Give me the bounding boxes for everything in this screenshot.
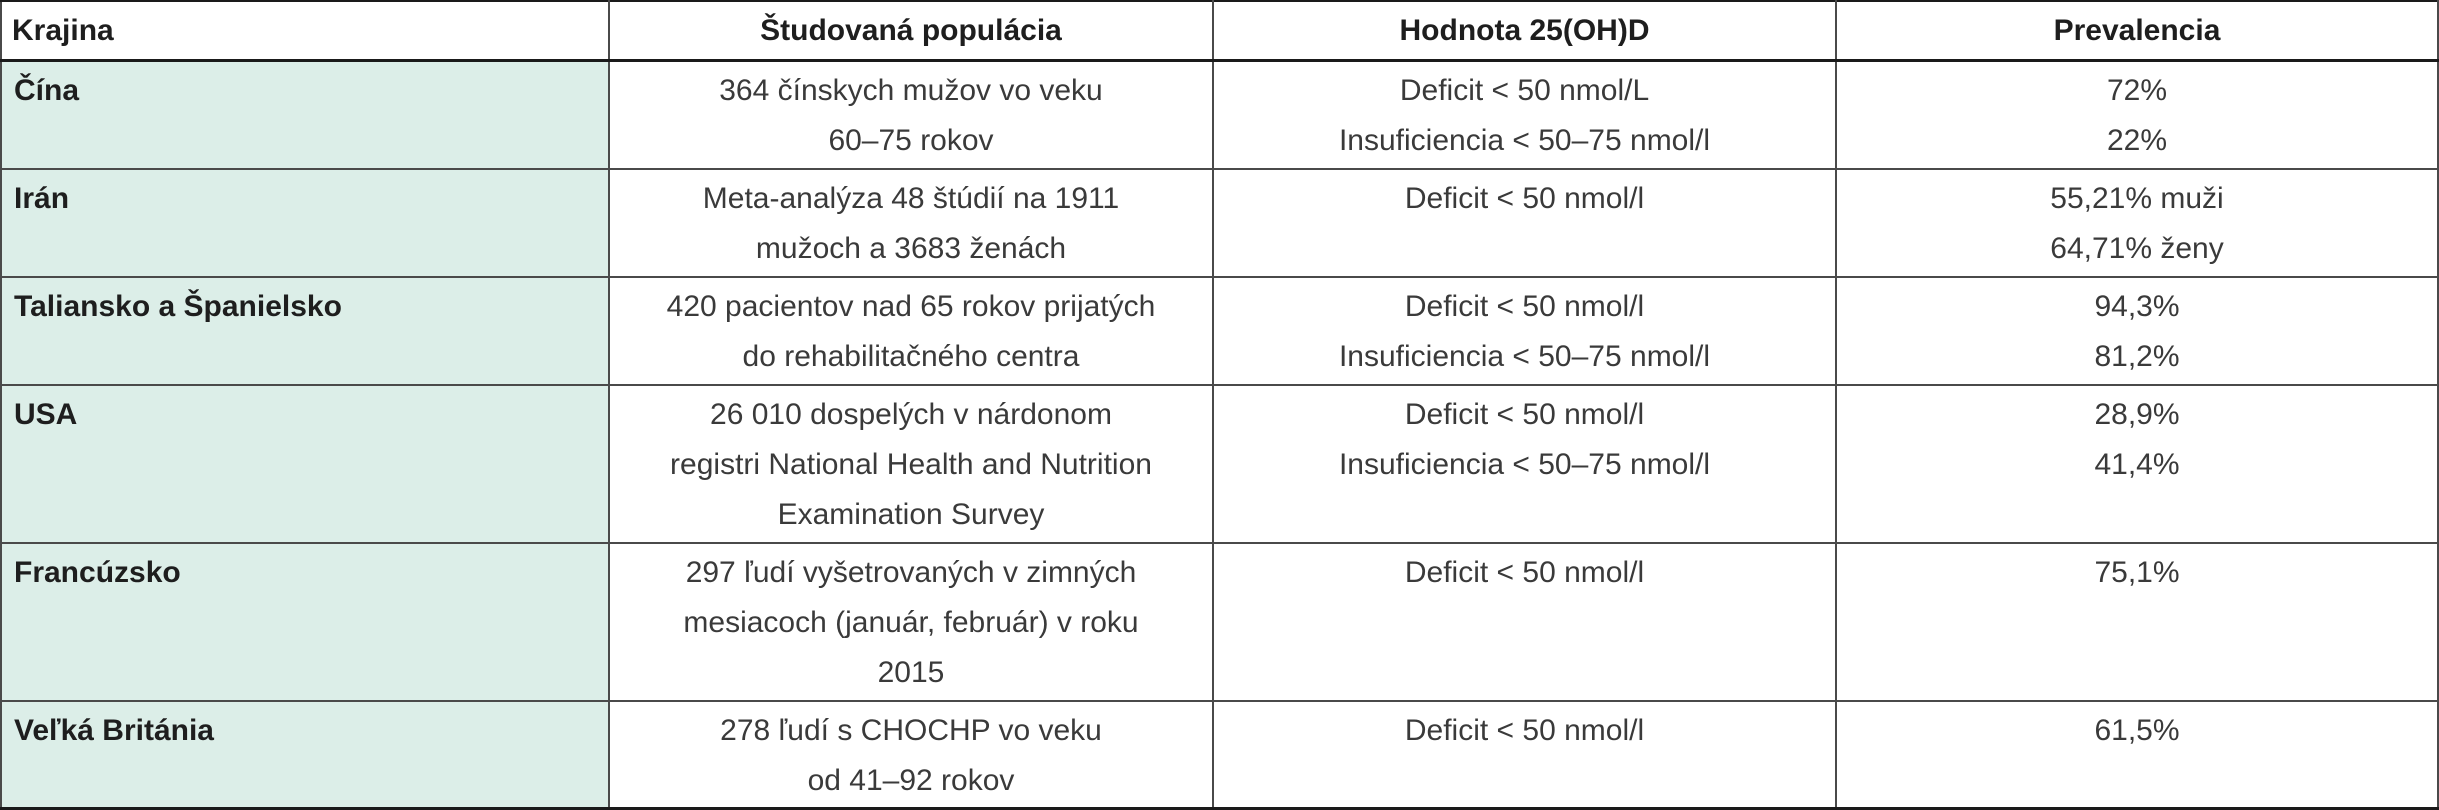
- country-cell: USA: [1, 385, 609, 543]
- population-cell: [609, 61, 1213, 170]
- country-cell: Veľká Británia: [1, 701, 609, 809]
- country-cell: Irán: [1, 169, 609, 277]
- prevalence-line: 81,2%: [2094, 340, 2180, 373]
- prevalence-cell: [1836, 385, 2438, 543]
- population-line: 297 ľudí vyšetrovaných v zimných: [685, 556, 1137, 589]
- population-cell: [609, 543, 1213, 701]
- value-line: Deficit < 50 nmol/L: [1399, 74, 1650, 107]
- population-cell: [609, 701, 1213, 809]
- population-line: 278 ľudí s CHOCHP vo veku: [720, 714, 1102, 747]
- column-header-country: Krajina: [1, 1, 609, 61]
- country-cell: Taliansko a Španielsko: [1, 277, 609, 385]
- prevalence-cell: [1836, 277, 2438, 385]
- population-line: Examination Survey: [777, 498, 1045, 531]
- prevalence-line: 64,71% ženy: [2050, 232, 2224, 265]
- table-row: [1, 169, 2438, 277]
- population-cell: [609, 169, 1213, 277]
- population-line: mužoch a 3683 ženách: [755, 232, 1067, 265]
- population-line: Meta-analýza 48 štúdií na 1911: [702, 182, 1120, 215]
- value-line: Deficit < 50 nmol/l: [1404, 714, 1645, 747]
- prevalence-line: 61,5%: [2094, 714, 2180, 747]
- table-row: [1, 543, 2438, 701]
- table-row: [1, 385, 2438, 543]
- population-line: 364 čínskych mužov vo veku: [719, 74, 1103, 107]
- country-cell: Čína: [1, 61, 609, 170]
- population-line: od 41–92 rokov: [807, 764, 1015, 797]
- population-line: 60–75 rokov: [828, 124, 994, 157]
- prevalence-line: 94,3%: [2094, 290, 2180, 323]
- prevalence-line: 72%: [2106, 74, 2168, 107]
- prevalence-cell: [1836, 61, 2438, 170]
- country-cell: Francúzsko: [1, 543, 609, 701]
- value-cell: [1213, 277, 1836, 385]
- value-cell: [1213, 385, 1836, 543]
- value-cell: [1213, 169, 1836, 277]
- value-line: Insuficiencia < 50–75 nmol/l: [1338, 448, 1711, 481]
- population-line: mesiacoch (január, február) v roku: [683, 606, 1139, 639]
- table-row: [1, 61, 2438, 170]
- prevalence-cell: [1836, 701, 2438, 809]
- value-line: Insuficiencia < 50–75 nmol/l: [1338, 124, 1711, 157]
- population-line: do rehabilitačného centra: [742, 340, 1080, 373]
- column-header-population: Študovaná populácia: [609, 1, 1213, 61]
- prevalence-line: 55,21% muži: [2050, 182, 2224, 215]
- population-cell: [609, 277, 1213, 385]
- prevalence-line: 41,4%: [2094, 448, 2180, 481]
- value-line: Deficit < 50 nmol/l: [1404, 398, 1645, 431]
- population-line: 420 pacientov nad 65 rokov prijatých: [666, 290, 1156, 323]
- column-header-vitamin-d-value: Hodnota 25(OH)D: [1213, 1, 1836, 61]
- population-line: 26 010 dospelých v nárdonom: [710, 398, 1112, 431]
- value-line: Deficit < 50 nmol/l: [1404, 182, 1645, 215]
- value-line: Insuficiencia < 50–75 nmol/l: [1338, 340, 1711, 373]
- prevalence-line: 75,1%: [2094, 556, 2180, 589]
- prevalence-line: 22%: [2106, 124, 2168, 157]
- prevalence-cell: [1836, 543, 2438, 701]
- column-header-prevalence: Prevalencia: [1836, 1, 2438, 61]
- value-line: Deficit < 50 nmol/l: [1404, 290, 1645, 323]
- value-cell: [1213, 543, 1836, 701]
- population-line: registri National Health and Nutrition: [670, 448, 1152, 481]
- table-row: [1, 701, 2438, 809]
- table-row: [1, 277, 2438, 385]
- prevalence-line: 28,9%: [2094, 398, 2180, 431]
- population-line: 2015: [877, 656, 945, 689]
- value-cell: [1213, 701, 1836, 809]
- value-line: Deficit < 50 nmol/l: [1404, 556, 1645, 589]
- population-cell: [609, 385, 1213, 543]
- prevalence-cell: [1836, 169, 2438, 277]
- table-header-row: [1, 1, 2438, 61]
- value-cell: [1213, 61, 1836, 170]
